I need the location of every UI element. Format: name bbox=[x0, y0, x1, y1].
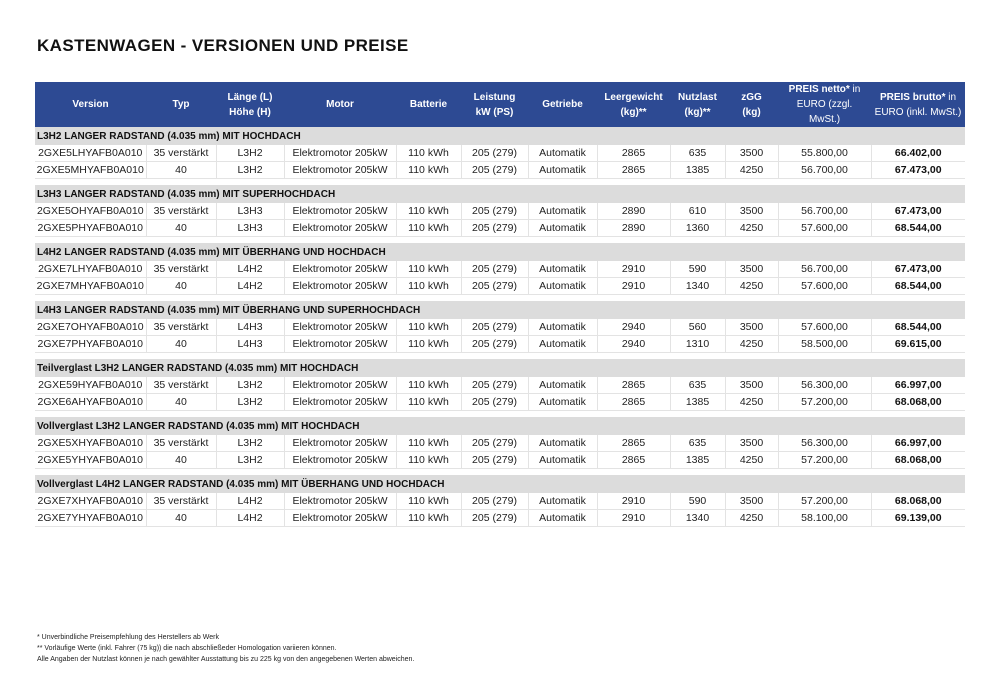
cell-preis-brutto: 68.068,00 bbox=[871, 493, 965, 510]
cell-leistung: 205 (279) bbox=[461, 261, 528, 278]
cell-leergewicht: 2910 bbox=[597, 261, 670, 278]
cell-nutzlast: 610 bbox=[670, 203, 725, 220]
cell-version: 2GXE7XHYAFB0A010 bbox=[35, 493, 146, 510]
cell-laenge-hoehe: L3H2 bbox=[216, 394, 284, 411]
cell-laenge-hoehe: L3H2 bbox=[216, 452, 284, 469]
cell-laenge-hoehe: L3H2 bbox=[216, 145, 284, 162]
cell-leergewicht: 2890 bbox=[597, 220, 670, 237]
cell-preis-brutto: 67.473,00 bbox=[871, 203, 965, 220]
cell-preis-brutto: 69.615,00 bbox=[871, 336, 965, 353]
cell-motor: Elektromotor 205kW bbox=[284, 145, 396, 162]
cell-motor: Elektromotor 205kW bbox=[284, 220, 396, 237]
cell-nutzlast: 1385 bbox=[670, 162, 725, 179]
cell-typ: 35 verstärkt bbox=[146, 493, 216, 510]
header-leergewicht-unit: (kg)** bbox=[620, 106, 647, 118]
cell-motor: Elektromotor 205kW bbox=[284, 394, 396, 411]
cell-batterie: 110 kWh bbox=[396, 162, 461, 179]
table-row bbox=[35, 278, 965, 295]
cell-zgg: 4250 bbox=[725, 336, 778, 353]
cell-leergewicht: 2890 bbox=[597, 203, 670, 220]
cell-preis-netto: 57.200,00 bbox=[778, 394, 871, 411]
cell-version: 2GXE5OHYAFB0A010 bbox=[35, 203, 146, 220]
cell-motor: Elektromotor 205kW bbox=[284, 377, 396, 394]
cell-typ: 35 verstärkt bbox=[146, 203, 216, 220]
cell-preis-netto: 56.700,00 bbox=[778, 162, 871, 179]
cell-zgg: 4250 bbox=[725, 510, 778, 527]
cell-laenge-hoehe: L3H2 bbox=[216, 377, 284, 394]
cell-laenge-hoehe: L3H2 bbox=[216, 162, 284, 179]
cell-leergewicht: 2910 bbox=[597, 278, 670, 295]
cell-leergewicht: 2940 bbox=[597, 319, 670, 336]
cell-batterie: 110 kWh bbox=[396, 220, 461, 237]
cell-preis-netto: 57.600,00 bbox=[778, 220, 871, 237]
cell-preis-brutto: 66.997,00 bbox=[871, 377, 965, 394]
cell-preis-netto: 56.300,00 bbox=[778, 377, 871, 394]
header-netto-label: PREIS netto* bbox=[788, 84, 850, 95]
table-row bbox=[35, 510, 965, 527]
cell-version: 2GXE7YHYAFB0A010 bbox=[35, 510, 146, 527]
cell-preis-brutto: 68.068,00 bbox=[871, 452, 965, 469]
header-leergewicht bbox=[597, 82, 670, 127]
cell-typ: 35 verstärkt bbox=[146, 319, 216, 336]
cell-motor: Elektromotor 205kW bbox=[284, 203, 396, 220]
table-row bbox=[35, 394, 965, 411]
cell-leergewicht: 2910 bbox=[597, 493, 670, 510]
cell-getriebe: Automatik bbox=[528, 162, 597, 179]
cell-getriebe: Automatik bbox=[528, 452, 597, 469]
cell-preis-brutto: 69.139,00 bbox=[871, 510, 965, 527]
cell-laenge-hoehe: L4H3 bbox=[216, 319, 284, 336]
section-title: Vollverglast L3H2 LANGER RADSTAND (4.035 mm) MIT HOCHDACH bbox=[35, 417, 965, 435]
cell-typ: 35 verstärkt bbox=[146, 377, 216, 394]
cell-leergewicht: 2940 bbox=[597, 336, 670, 353]
header-nutzlast-unit: (kg)** bbox=[684, 106, 711, 118]
header-preis-brutto bbox=[871, 82, 965, 127]
cell-zgg: 3500 bbox=[725, 493, 778, 510]
header-typ bbox=[146, 82, 216, 127]
cell-leistung: 205 (279) bbox=[461, 452, 528, 469]
table-row bbox=[35, 377, 965, 394]
cell-batterie: 110 kWh bbox=[396, 493, 461, 510]
cell-preis-netto: 57.200,00 bbox=[778, 452, 871, 469]
cell-laenge-hoehe: L4H2 bbox=[216, 278, 284, 295]
cell-leistung: 205 (279) bbox=[461, 145, 528, 162]
cell-batterie: 110 kWh bbox=[396, 261, 461, 278]
header-nutzlast-label: Nutzlast bbox=[678, 91, 717, 103]
cell-laenge-hoehe: L4H2 bbox=[216, 493, 284, 510]
cell-preis-netto: 58.500,00 bbox=[778, 336, 871, 353]
header-preis-netto bbox=[778, 82, 871, 127]
header-brutto-unit: EURO (inkl. MwSt.) bbox=[874, 106, 962, 118]
header-hoehe-label: Höhe (H) bbox=[229, 106, 271, 118]
cell-laenge-hoehe: L3H3 bbox=[216, 203, 284, 220]
footnotes bbox=[37, 632, 414, 665]
cell-nutzlast: 635 bbox=[670, 377, 725, 394]
header-brutto-in: in bbox=[945, 91, 957, 103]
cell-nutzlast: 1310 bbox=[670, 336, 725, 353]
cell-motor: Elektromotor 205kW bbox=[284, 162, 396, 179]
cell-leistung: 205 (279) bbox=[461, 510, 528, 527]
cell-nutzlast: 590 bbox=[670, 261, 725, 278]
cell-leistung: 205 (279) bbox=[461, 493, 528, 510]
cell-laenge-hoehe: L4H2 bbox=[216, 261, 284, 278]
cell-preis-netto: 55.800,00 bbox=[778, 145, 871, 162]
header-version-label: Version bbox=[72, 99, 109, 110]
footnote: Alle Angaben der Nutzlast können je nach gewählter Ausstattung bis zu 225 kg von den angegebenen Werten abweichen. bbox=[37, 656, 415, 663]
cell-getriebe: Automatik bbox=[528, 261, 597, 278]
table-row bbox=[35, 162, 965, 179]
cell-leergewicht: 2865 bbox=[597, 377, 670, 394]
cell-laenge-hoehe: L3H2 bbox=[216, 435, 284, 452]
cell-version: 2GXE5XHYAFB0A010 bbox=[35, 435, 146, 452]
table-row bbox=[35, 261, 965, 278]
cell-typ: 40 bbox=[146, 220, 216, 237]
cell-zgg: 3500 bbox=[725, 435, 778, 452]
cell-motor: Elektromotor 205kW bbox=[284, 336, 396, 353]
cell-preis-netto: 57.200,00 bbox=[778, 493, 871, 510]
cell-leergewicht: 2865 bbox=[597, 162, 670, 179]
section-title: Vollverglast L4H2 LANGER RADSTAND (4.035 mm) MIT ÜBERHANG UND HOCHDACH bbox=[35, 475, 965, 493]
cell-leistung: 205 (279) bbox=[461, 435, 528, 452]
header-zgg-unit: (kg) bbox=[742, 106, 761, 118]
cell-zgg: 4250 bbox=[725, 452, 778, 469]
cell-batterie: 110 kWh bbox=[396, 203, 461, 220]
cell-nutzlast: 1385 bbox=[670, 452, 725, 469]
cell-version: 2GXE5MHYAFB0A010 bbox=[35, 162, 146, 179]
header-zgg bbox=[725, 82, 778, 127]
section-title: L3H2 LANGER RADSTAND (4.035 mm) MIT HOCHDACH bbox=[35, 127, 965, 145]
cell-getriebe: Automatik bbox=[528, 336, 597, 353]
cell-version: 2GXE7MHYAFB0A010 bbox=[35, 278, 146, 295]
section-header-row bbox=[35, 475, 965, 493]
table-row bbox=[35, 145, 965, 162]
section-title: Teilverglast L3H2 LANGER RADSTAND (4.035 mm) MIT HOCHDACH bbox=[35, 359, 965, 377]
cell-getriebe: Automatik bbox=[528, 493, 597, 510]
cell-laenge-hoehe: L3H3 bbox=[216, 220, 284, 237]
header-getriebe-label: Getriebe bbox=[542, 99, 583, 110]
table-body bbox=[35, 127, 965, 527]
table-header-row bbox=[35, 82, 965, 127]
cell-batterie: 110 kWh bbox=[396, 510, 461, 527]
cell-nutzlast: 635 bbox=[670, 145, 725, 162]
cell-preis-netto: 56.700,00 bbox=[778, 203, 871, 220]
header-leergewicht-label: Leergewicht bbox=[604, 91, 663, 103]
cell-zgg: 4250 bbox=[725, 278, 778, 295]
cell-leergewicht: 2865 bbox=[597, 452, 670, 469]
table-row bbox=[35, 203, 965, 220]
cell-leistung: 205 (279) bbox=[461, 336, 528, 353]
cell-batterie: 110 kWh bbox=[396, 319, 461, 336]
header-laenge-hoehe bbox=[216, 82, 284, 127]
cell-zgg: 3500 bbox=[725, 319, 778, 336]
cell-version: 2GXE7OHYAFB0A010 bbox=[35, 319, 146, 336]
cell-typ: 40 bbox=[146, 162, 216, 179]
header-zgg-label: zGG bbox=[741, 91, 762, 103]
table-row bbox=[35, 452, 965, 469]
footnote: * Unverbindliche Preisempfehlung des Herstellers ab Werk bbox=[37, 634, 219, 641]
header-typ-label: Typ bbox=[172, 99, 190, 110]
cell-zgg: 3500 bbox=[725, 203, 778, 220]
header-laenge-label: Länge (L) bbox=[227, 91, 273, 103]
cell-batterie: 110 kWh bbox=[396, 452, 461, 469]
section-title: L4H3 LANGER RADSTAND (4.035 mm) MIT ÜBERHANG UND SUPERHOCHDACH bbox=[35, 301, 965, 319]
cell-leistung: 205 (279) bbox=[461, 203, 528, 220]
cell-leistung: 205 (279) bbox=[461, 278, 528, 295]
cell-motor: Elektromotor 205kW bbox=[284, 510, 396, 527]
cell-motor: Elektromotor 205kW bbox=[284, 493, 396, 510]
cell-getriebe: Automatik bbox=[528, 145, 597, 162]
cell-laenge-hoehe: L4H2 bbox=[216, 510, 284, 527]
cell-leistung: 205 (279) bbox=[461, 377, 528, 394]
cell-version: 2GXE7PHYAFB0A010 bbox=[35, 336, 146, 353]
cell-preis-netto: 57.600,00 bbox=[778, 319, 871, 336]
price-table bbox=[35, 82, 965, 527]
cell-laenge-hoehe: L4H3 bbox=[216, 336, 284, 353]
cell-version: 2GXE6AHYAFB0A010 bbox=[35, 394, 146, 411]
cell-batterie: 110 kWh bbox=[396, 394, 461, 411]
cell-getriebe: Automatik bbox=[528, 220, 597, 237]
cell-typ: 35 verstärkt bbox=[146, 435, 216, 452]
cell-batterie: 110 kWh bbox=[396, 145, 461, 162]
header-batterie-label: Batterie bbox=[409, 99, 448, 110]
cell-zgg: 3500 bbox=[725, 261, 778, 278]
cell-nutzlast: 1360 bbox=[670, 220, 725, 237]
footnote: ** Vorläufige Werte (inkl. Fahrer (75 kg)) die nach abschließeder Homologation variieren können. bbox=[37, 645, 337, 652]
header-batterie bbox=[396, 82, 461, 127]
page-title: KASTENWAGEN - VERSIONEN UND PREISE bbox=[37, 36, 409, 55]
cell-leistung: 205 (279) bbox=[461, 220, 528, 237]
cell-nutzlast: 1340 bbox=[670, 510, 725, 527]
cell-motor: Elektromotor 205kW bbox=[284, 319, 396, 336]
cell-preis-netto: 56.300,00 bbox=[778, 435, 871, 452]
cell-nutzlast: 1340 bbox=[670, 278, 725, 295]
cell-typ: 40 bbox=[146, 510, 216, 527]
cell-zgg: 4250 bbox=[725, 220, 778, 237]
cell-preis-brutto: 67.473,00 bbox=[871, 261, 965, 278]
cell-preis-netto: 58.100,00 bbox=[778, 510, 871, 527]
cell-leergewicht: 2910 bbox=[597, 510, 670, 527]
cell-typ: 40 bbox=[146, 336, 216, 353]
cell-preis-brutto: 68.544,00 bbox=[871, 278, 965, 295]
cell-nutzlast: 560 bbox=[670, 319, 725, 336]
cell-preis-brutto: 67.473,00 bbox=[871, 162, 965, 179]
cell-version: 2GXE5YHYAFB0A010 bbox=[35, 452, 146, 469]
cell-typ: 40 bbox=[146, 452, 216, 469]
cell-leistung: 205 (279) bbox=[461, 319, 528, 336]
cell-motor: Elektromotor 205kW bbox=[284, 278, 396, 295]
header-getriebe bbox=[528, 82, 597, 127]
section-title: L3H3 LANGER RADSTAND (4.035 mm) MIT SUPERHOCHDACH bbox=[35, 185, 965, 203]
cell-getriebe: Automatik bbox=[528, 203, 597, 220]
cell-motor: Elektromotor 205kW bbox=[284, 452, 396, 469]
table-row bbox=[35, 319, 965, 336]
cell-zgg: 3500 bbox=[725, 377, 778, 394]
cell-typ: 40 bbox=[146, 394, 216, 411]
cell-preis-brutto: 68.068,00 bbox=[871, 394, 965, 411]
cell-getriebe: Automatik bbox=[528, 510, 597, 527]
header-motor-label: Motor bbox=[326, 99, 354, 110]
cell-motor: Elektromotor 205kW bbox=[284, 261, 396, 278]
header-brutto-label: PREIS brutto* bbox=[879, 91, 946, 103]
section-header-row bbox=[35, 243, 965, 261]
section-title: L4H2 LANGER RADSTAND (4.035 mm) MIT ÜBERHANG UND HOCHDACH bbox=[35, 243, 965, 261]
cell-batterie: 110 kWh bbox=[396, 336, 461, 353]
section-header-row bbox=[35, 185, 965, 203]
cell-preis-brutto: 68.544,00 bbox=[871, 319, 965, 336]
section-header-row bbox=[35, 359, 965, 377]
cell-batterie: 110 kWh bbox=[396, 377, 461, 394]
section-header-row bbox=[35, 417, 965, 435]
cell-zgg: 4250 bbox=[725, 162, 778, 179]
header-netto-in: in bbox=[849, 84, 861, 95]
table-row bbox=[35, 336, 965, 353]
cell-leergewicht: 2865 bbox=[597, 394, 670, 411]
cell-nutzlast: 635 bbox=[670, 435, 725, 452]
cell-motor: Elektromotor 205kW bbox=[284, 435, 396, 452]
section-header-row bbox=[35, 301, 965, 319]
cell-version: 2GXE5LHYAFB0A010 bbox=[35, 145, 146, 162]
table-row bbox=[35, 220, 965, 237]
cell-batterie: 110 kWh bbox=[396, 435, 461, 452]
table-row bbox=[35, 435, 965, 452]
cell-batterie: 110 kWh bbox=[396, 278, 461, 295]
cell-nutzlast: 1385 bbox=[670, 394, 725, 411]
cell-getriebe: Automatik bbox=[528, 319, 597, 336]
section-header-row bbox=[35, 127, 965, 145]
cell-getriebe: Automatik bbox=[528, 435, 597, 452]
cell-leistung: 205 (279) bbox=[461, 394, 528, 411]
cell-leistung: 205 (279) bbox=[461, 162, 528, 179]
header-leistung-label: Leistung bbox=[473, 91, 516, 103]
header-leistung bbox=[461, 82, 528, 127]
cell-leergewicht: 2865 bbox=[597, 435, 670, 452]
cell-zgg: 3500 bbox=[725, 145, 778, 162]
header-netto-unit: EURO (zzgl. MwSt.) bbox=[796, 99, 853, 125]
cell-typ: 40 bbox=[146, 278, 216, 295]
cell-getriebe: Automatik bbox=[528, 278, 597, 295]
cell-preis-netto: 57.600,00 bbox=[778, 278, 871, 295]
cell-preis-brutto: 66.402,00 bbox=[871, 145, 965, 162]
header-nutzlast bbox=[670, 82, 725, 127]
cell-preis-brutto: 68.544,00 bbox=[871, 220, 965, 237]
cell-nutzlast: 590 bbox=[670, 493, 725, 510]
cell-version: 2GXE7LHYAFB0A010 bbox=[35, 261, 146, 278]
cell-preis-brutto: 66.997,00 bbox=[871, 435, 965, 452]
cell-zgg: 4250 bbox=[725, 394, 778, 411]
cell-preis-netto: 56.700,00 bbox=[778, 261, 871, 278]
cell-version: 2GXE59HYAFB0A010 bbox=[35, 377, 146, 394]
header-leistung-unit: kW (PS) bbox=[475, 106, 514, 118]
cell-getriebe: Automatik bbox=[528, 377, 597, 394]
cell-typ: 35 verstärkt bbox=[146, 145, 216, 162]
cell-getriebe: Automatik bbox=[528, 394, 597, 411]
header-motor bbox=[284, 82, 396, 127]
cell-typ: 35 verstärkt bbox=[146, 261, 216, 278]
cell-leergewicht: 2865 bbox=[597, 145, 670, 162]
header-version bbox=[35, 82, 146, 127]
table-row bbox=[35, 493, 965, 510]
cell-version: 2GXE5PHYAFB0A010 bbox=[35, 220, 146, 237]
